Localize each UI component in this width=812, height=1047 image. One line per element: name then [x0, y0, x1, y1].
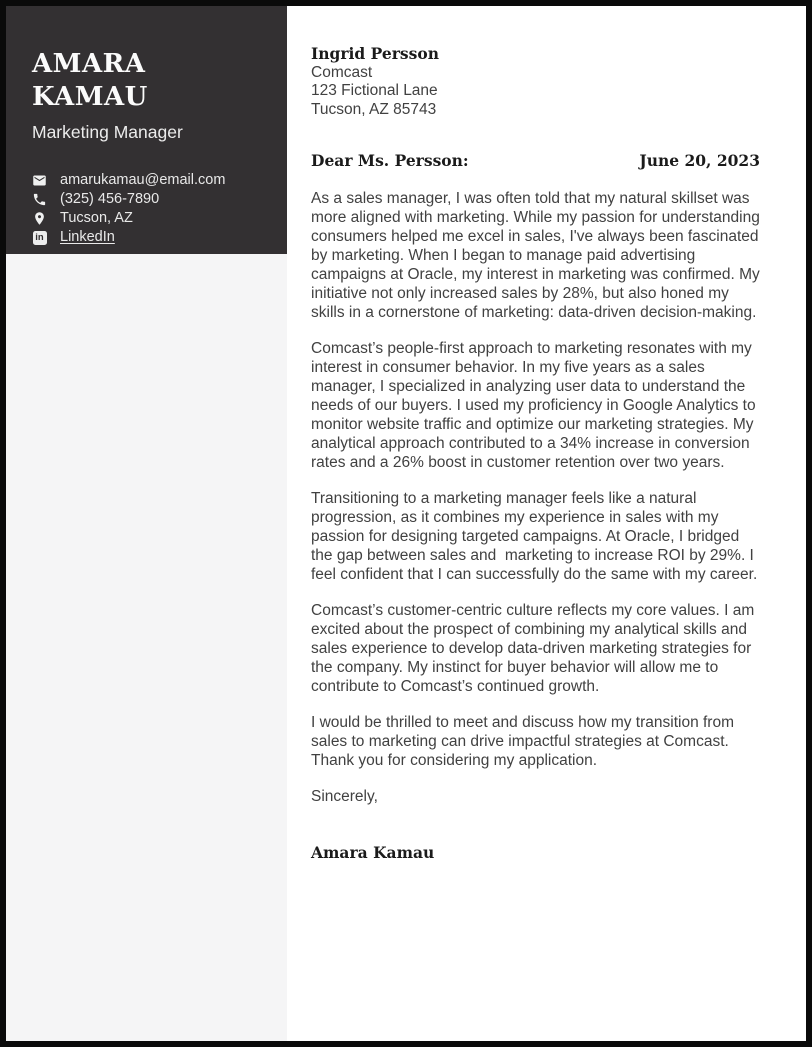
- contact-location: [32, 211, 269, 226]
- paragraph-4: Comcast’s customer-centric culture reflects my core values. I am excited about the prospect of combining my analytical skills and sales experience to develop data-driven marketing strategies for the company. My instinct for buyer behavior will allow me to contribute to Comcast’s continued growth.: [311, 602, 759, 695]
- sidebar-lower-panel: [6, 254, 287, 1041]
- signature: Amara Kamau: [311, 843, 435, 862]
- contact-email: [32, 173, 269, 188]
- recipient-block: [311, 45, 760, 119]
- sidebar-header: [6, 6, 287, 254]
- cover-letter-page: [6, 6, 806, 1041]
- linkedin-icon: in: [32, 230, 47, 245]
- greeting-row: [311, 151, 760, 170]
- recipient-address-line1: 123 Fictional Lane: [311, 82, 438, 99]
- paragraph-3: Transitioning to a marketing manager feels like a natural progression, as it combines my experience in sales with my passion for designing targeted campaigns. At Oracle, I bridged the gap between sales and marketing to increase ROI by 29%. I feel confident that I can successfully do the same with my career.: [311, 490, 759, 583]
- sidebar: [6, 6, 287, 1041]
- contact-location-label: Tucson, AZ: [60, 210, 133, 226]
- recipient-company: Comcast: [311, 63, 373, 81]
- closing: Sincerely,: [311, 788, 378, 805]
- contact-email-label: amarukamau@email.com: [60, 172, 226, 188]
- email-icon: [32, 173, 47, 188]
- recipient-name: Ingrid Persson: [311, 44, 439, 63]
- contact-list: [32, 173, 269, 245]
- contact-linkedin: [32, 230, 269, 245]
- letter-paragraphs: [311, 189, 765, 770]
- contact-phone: [32, 192, 269, 207]
- paragraph-2: Comcast’s people-first approach to marketing resonates with my interest in consumer behavior. In my five years as a sales manager, I specialized in analyzing user data to understand the needs of our buyers. I used my proficiency in Google Analytics to monitor website traffic and optimize our marketing strategies. My analytical approach contributed to a 34% increase in conversion rates and a 26% boost in customer retention over two years.: [311, 340, 760, 471]
- paragraph-5: I would be thrilled to meet and discuss how my transition from sales to marketing can drive impactful strategies at Comcast. Thank you for considering my application.: [311, 714, 739, 769]
- location-icon: [32, 211, 47, 226]
- linkedin-link[interactable]: LinkedIn: [60, 229, 115, 245]
- salutation: Dear Ms. Persson:: [311, 151, 469, 170]
- phone-icon: [32, 192, 47, 207]
- person-job-title: Marketing Manager: [32, 122, 183, 142]
- recipient-address-line2: Tucson, AZ 85743: [311, 100, 437, 118]
- contact-phone-label: (325) 456-7890: [60, 191, 160, 207]
- letter-body: [287, 6, 806, 1041]
- paragraph-1: As a sales manager, I was often told that my natural skillset was more aligned with marketing. While my passion for understanding consumers helped me excel in sales, I've always been fascinated by marketing. When I began to manage paid advertising campaigns at Oracle, my interest in marketing was confirmed. My initiative not only increased sales by 28%, but also honed my skills in a cornerstone of marketing: data-driven decision-making.: [311, 190, 765, 321]
- person-name: AMARA KAMAU: [32, 49, 148, 112]
- letter-date: June 20, 2023: [639, 151, 760, 170]
